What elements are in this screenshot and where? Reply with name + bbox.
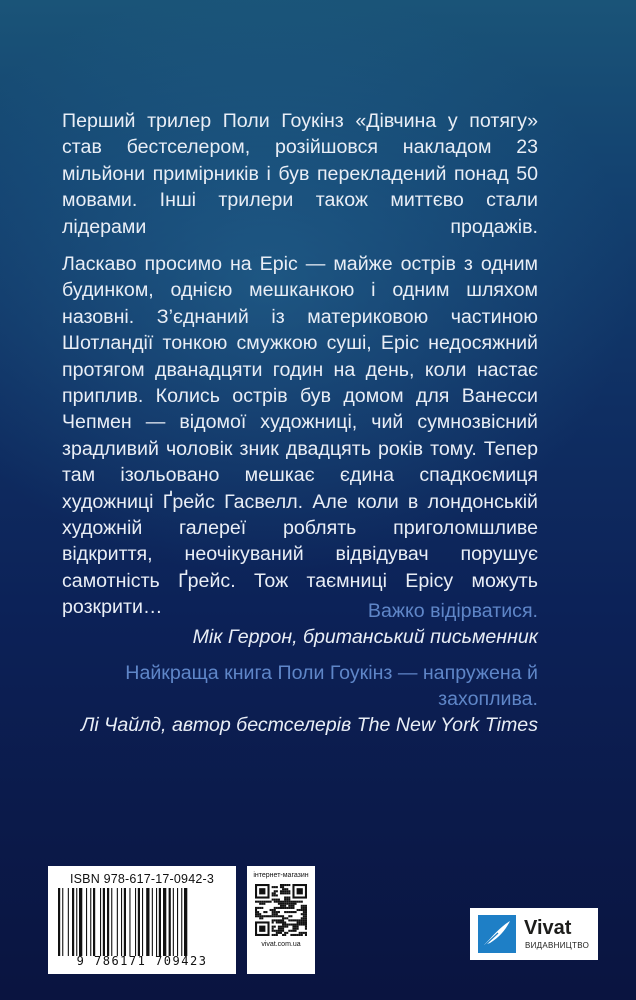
isbn-label: ISBN 978-617-17-0942-3 — [69, 872, 215, 886]
blurb-paragraph-2: Ласкаво просимо на Еріс — майже острів з одним будинком, однією мешканкою і одним шляхом назовні. З’єднаний із материковою частиною Шотландії тонкою смужкою суші, Еріс недосяжний протягом дванадцяти годин на день, коли настає приплив. Колись острів був домом для Ванесси Чепмен — відомої художниці, чий сумнозвісний зрадливий чоловік зник двадцять років тому. Тепер там ізольовано мешкає єдина спадкоємиця художниці Ґрейс Гасвелл. Але коли в лондонській художній галереї роблять приголомшливе відкриття, неочікуваний відвідувач порушує самотність Ґрейс. Тож таємниці Ерісу можуть розкрити… — [62, 253, 538, 619]
shop-url: vivat.com.ua — [261, 941, 301, 948]
review-quote-1 — [68, 598, 538, 650]
publisher-logo — [470, 908, 598, 960]
publisher-subtitle: ВИДАВНИЦТВО — [525, 941, 590, 950]
blurb-paragraph-1: Перший трилер Поли Гоукінз «Дівчина у потягу» став бестселером, розійшовся накладом 23 мільйони примірників і був перекладений понад 50 мовами. Інші трилери також миттєво стали лідерами продажів. — [62, 110, 538, 238]
qr-code-block — [247, 866, 315, 974]
review-quote-2 — [68, 660, 538, 738]
quote-author: Мік Геррон, британський письменник — [192, 626, 538, 648]
isbn-barcode — [48, 866, 236, 974]
quote-text: Найкраща книга Поли Гоукінз — напружена й захоплива. — [125, 662, 538, 710]
publisher-name: Vivat — [524, 917, 572, 939]
qr-code-icon — [255, 884, 307, 936]
barcode-bars — [56, 888, 228, 956]
feather-logo-icon — [478, 915, 516, 953]
barcode-digits: 9 786171 709423 — [76, 954, 208, 968]
shop-label: інтернет-магазин — [253, 872, 309, 879]
quote-author: Лі Чайлд, автор бестселерів The New York Times — [80, 714, 538, 736]
quote-text: Важко відірватися. — [367, 600, 538, 622]
